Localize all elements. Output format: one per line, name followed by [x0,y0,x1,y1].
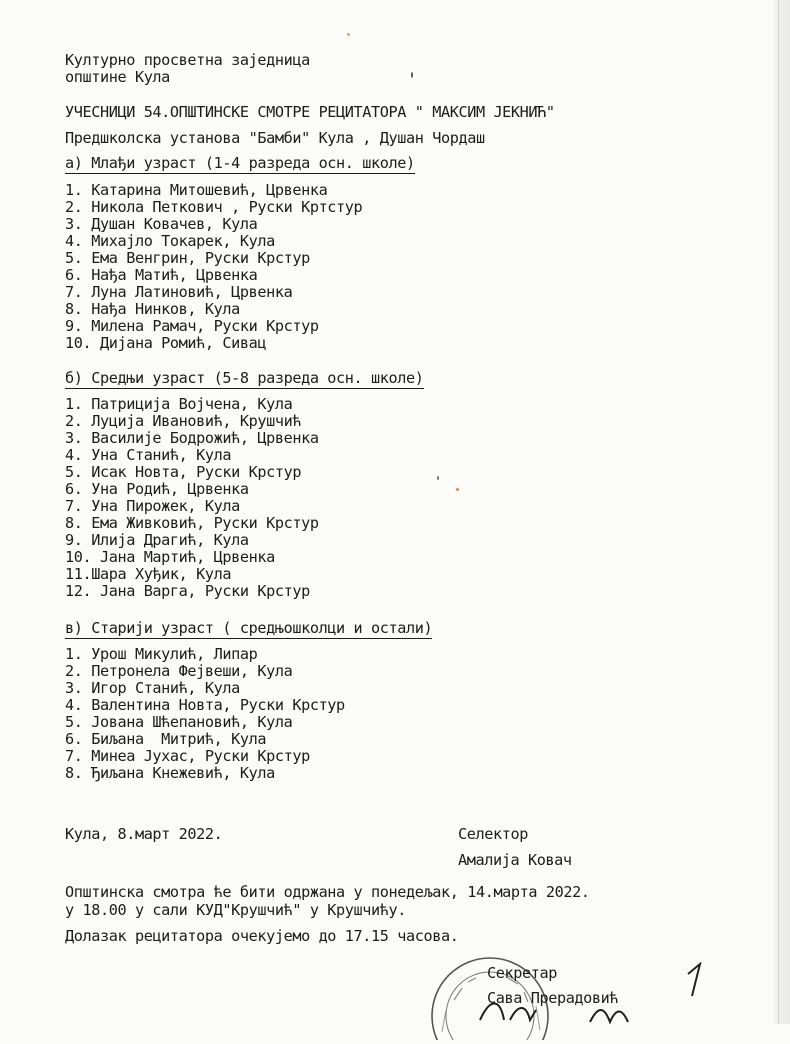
list-item: 9. Милена Рамач, Руски Крстур [65,317,319,335]
document-subtitle: Предшколска установа "Бамби" Кула , Душан Чордаш [65,129,485,147]
list-item: 8. Ема Живковић, Руски Крстур [65,514,319,532]
note-line-1: Општинска смотра ће бити одржана у понедељак, 14.марта 2022. [65,883,590,901]
list-item: 4. Валентина Новта, Руски Крстур [65,696,345,714]
list-item: 4. Уна Станић, Кула [65,446,232,464]
list-item: 6. Биљана Митрић, Кула [65,730,267,748]
list-item: 7. Минеа Јухас, Руски Крстур [65,747,310,765]
secretary-name: Сава Прерадовић [487,989,619,1007]
list-item: 8. Ђиљана Кнежевић, Кула [65,764,275,782]
signature [470,990,670,1028]
org-line-2: општине Кула [65,68,170,86]
page-edge-line [778,0,779,1024]
list-item: 3. Душан Ковачев, Кула [65,215,258,233]
list-item: 1. Патриција Војчена, Кула [65,395,293,413]
selector-name: Амалија Ковач [458,851,572,869]
signature-scribble [470,990,670,1024]
list-item: 9. Илија Драгић, Кула [65,531,249,549]
list-item: 7. Луна Латиновић, Црвенка [65,283,293,301]
group-b-heading: б) Средњи узраст (5-8 разреда осн. школе) [65,369,424,387]
list-item: 2. Луција Ивановић, Крушчић [65,412,302,430]
note-line-2: у 18.00 у сали КУД"Крушчић" у Крушчићу. [65,901,407,919]
paper-speck [411,72,413,78]
paper-speck [347,33,350,36]
list-item: 8. Нађа Нинков, Кула [65,300,240,318]
handwritten-one-glyph [682,962,708,998]
list-item: 10. Јана Мартић, Црвенка [65,548,275,566]
list-item: 6. Нађа Матић, Црвенка [65,266,258,284]
list-item: 4. Михајло Токарек, Кула [65,232,275,250]
list-item: 1. Урош Микулић, Липар [65,645,258,663]
list-item: 2. Никола Петкович , Руски Кртстур [65,198,363,216]
place-date: Кула, 8.март 2022. [65,825,223,843]
list-item: 10. Дијана Ромић, Сивац [65,334,267,352]
selector-title: Селектор [458,825,528,843]
document-title: УЧЕСНИЦИ 54.ОПШТИНСКЕ СМОТРЕ РЕЦИТАТОРА " МАКСИМ ЈЕКНИЋ" [65,103,555,121]
list-item: 7. Уна Пирожек, Кула [65,497,240,515]
group-a-heading: а) Млађи узраст (1-4 разреда осн. школе) [65,154,415,172]
list-item: 3. Василије Бодрожић, Црвенка [65,429,319,447]
paper-speck [456,488,459,491]
page-edge [774,0,790,1024]
secretary-title: Секретар [487,964,557,982]
list-item: 12. Јана Варга, Руски Крстур [65,582,310,600]
list-item: 11.Шара Хуђик, Кула [65,565,232,583]
list-item: 5. Исак Новта, Руски Крстур [65,463,302,481]
list-item: 5. Јована Шћепановић, Кула [65,713,293,731]
note-line-3: Долазак рецитатора очекујемо до 17.15 часова. [65,927,459,945]
paper-speck [437,476,439,480]
handwritten-mark [682,962,708,1002]
list-item: 3. Игор Станић, Кула [65,679,240,697]
list-item: 2. Петронела Фејвеши, Кула [65,662,293,680]
list-item: 1. Катарина Митошевић, Црвенка [65,181,328,199]
list-item: 6. Уна Родић, Црвенка [65,480,249,498]
org-line-1: Културно просветна заједница [65,51,310,69]
list-item: 5. Ема Венгрин, Руски Крстур [65,249,310,267]
group-c-heading: в) Старији узраст ( средњошколци и остали) [65,619,433,637]
